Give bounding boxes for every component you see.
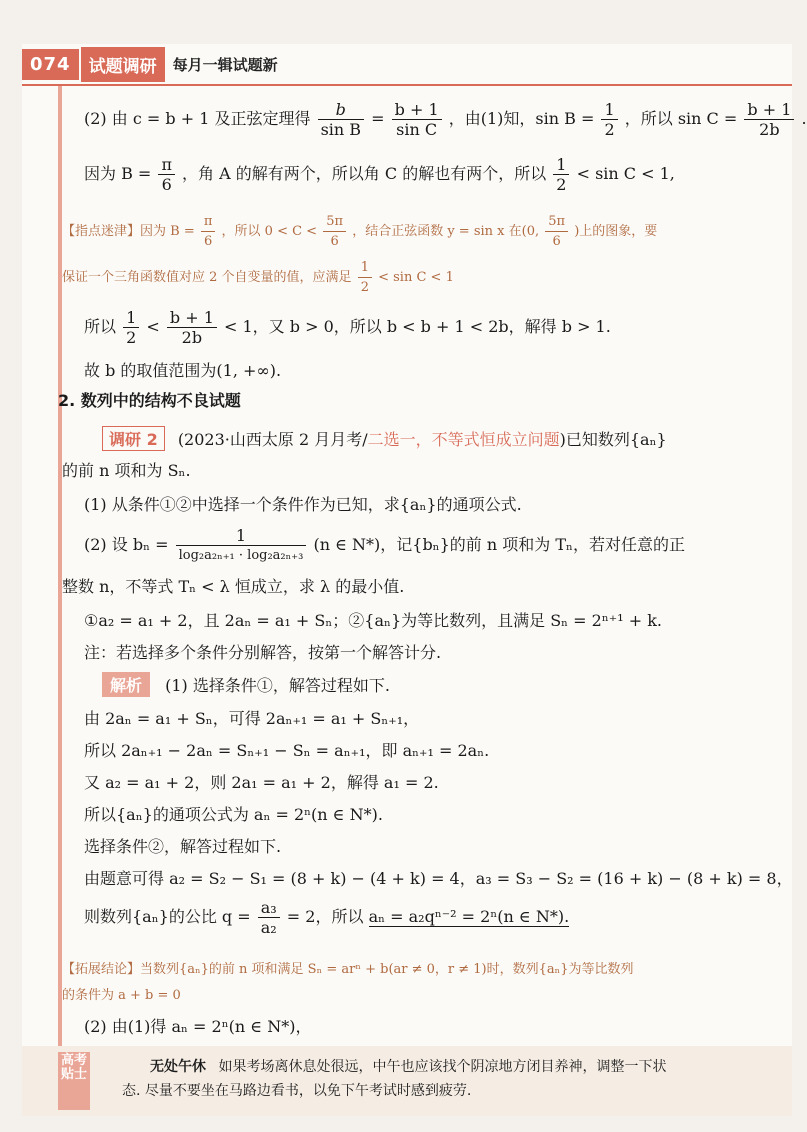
hint-note-1: 【指点迷津】因为 B = $\frac{\pi}{6}$ ，所以 0 < C < $\frac{5\pi}{6}$ ，结合正弦函数 y = sin x 在(0, $\frac{5\pi}{6}$ )上的图象，要: [62, 214, 658, 249]
analysis-line-5: 所以{aₙ}的通项公式为 aₙ = 2ⁿ(n ∈ N*).: [84, 805, 383, 824]
fraction-b1-over-sinC: $\frac{b + 1}{\text{sin C}}$: [392, 100, 442, 139]
question-line-1: 调研 2 (2023·山西太原 2 月月考/二选一，不等式恒成立问题)已知数列{aₙ}: [102, 426, 667, 451]
page-header: [22, 44, 278, 84]
question-tag: 调研 2: [102, 426, 165, 451]
footer-line-1: 无处午休 如果考场离休息处很远，中午也应该找个阴凉地方闭目养神，调整一下状: [150, 1059, 667, 1075]
solution-line-4: 故 b 的取值范围为(1, +∞).: [84, 361, 282, 380]
section-title: 2. 数列中的结构不良试题: [58, 391, 241, 410]
header-rule: [22, 84, 792, 86]
solution-line-2: 因为 B = $\frac{\pi}{6}$ ，角 A 的解有两个，所以角 C 的解也有两个，所以 $\frac{1}{2}$ < sin C < 1,: [84, 155, 675, 194]
analysis-line-3: 所以 2aₙ₊₁ − 2aₙ = Sₙ₊₁ − Sₙ = aₙ₊₁，即 aₙ₊₁ = 2aₙ.: [84, 741, 490, 760]
fraction-half: $\frac{1}{2}$: [601, 100, 617, 139]
analysis-line-7: 由题意可得 a₂ = S₂ − S₁ = (8 + k) − (4 + k) = 4，a₃ = S₃ − S₂ = (16 + k) − (8 + k) = 8，: [84, 869, 793, 888]
question-part-2: (2) 设 bₙ = $\frac{1}{\text{log₂a₂ₙ₊₁ · log₂a₂ₙ₊₃}}$ (n ∈ N*)，记{bₙ}的前 n 项和为 Tₙ，若对任意的正: [84, 526, 685, 563]
question-line-2: 的前 n 项和为 Sₙ.: [62, 461, 191, 480]
fraction-b1-over-2b: $\frac{b + 1}{2b}$: [744, 100, 794, 139]
solution-line-1: (2) 由 c = b + 1 及正弦定理得 $\frac{b}{\text{sin B}}$ = $\frac{b + 1}{\text{sin C}}$ ，由(1)知，sin B = $\frac{1}{2}$ ，所以 sin C = $\frac{b + 1}{2b}$ .: [84, 100, 807, 139]
footer-badge: 高考贴士: [58, 1052, 90, 1110]
question-part-1: (1) 从条件①②中选择一个条件作为已知，求{aₙ}的通项公式.: [84, 495, 522, 514]
solution-line-3: 所以 $\frac{1}{2}$ < $\frac{b + 1}{2b}$ < 1，又 b > 0，所以 b < b + 1 < 2b，解得 b > 1.: [84, 308, 611, 347]
fraction-pi-over-6: $\frac{\pi}{6}$: [158, 155, 175, 194]
extension-note-2: 的条件为 a + b = 0: [62, 988, 181, 1003]
note-line: 注：若选择多个条件分别解答，按第一个解答计分.: [84, 643, 442, 662]
analysis-line-6: 选择条件②，解答过程如下.: [84, 837, 282, 856]
footer-line-2: 态. 尽量不要坐在马路边看书，以免下午考试时感到疲劳.: [122, 1083, 472, 1099]
page-number: 074: [22, 49, 79, 80]
conditions: ①a₂ = a₁ + 2，且 2aₙ = a₁ + Sₙ；②{aₙ}为等比数列，且满足 Sₙ = 2ⁿ⁺¹ + k.: [84, 611, 662, 630]
analysis-line-4: 又 a₂ = a₁ + 2，则 2a₁ = a₁ + 2，解得 a₁ = 2.: [84, 773, 439, 792]
fraction-half: $\frac{1}{2}$: [553, 155, 569, 194]
fraction-b-over-sinB: $\frac{b}{\text{sin B}}$: [318, 100, 364, 139]
hint-note-2: 保证一个三角函数值对应 2 个自变量的值，应满足 $\frac{1}{2}$ < sin C < 1: [62, 260, 454, 295]
question-part-2-cont: 整数 n，不等式 Tₙ < λ 恒成立，求 λ 的最小值.: [62, 577, 405, 596]
header-subtitle: 每月一辑试题新: [172, 55, 278, 74]
analysis-line-1: 解析 (1) 选择条件①，解答过程如下.: [102, 672, 390, 697]
extension-note-1: 【拓展结论】当数列{aₙ}的前 n 项和满足 Sₙ = arⁿ + b(ar ≠ 0，r ≠ 1)时，数列{aₙ}为等比数列: [62, 962, 634, 977]
analysis-line-9: (2) 由(1)得 aₙ = 2ⁿ(n ∈ N*)，: [84, 1017, 312, 1036]
analysis-tag: 解析: [102, 672, 150, 697]
analysis-line-8: 则数列{aₙ}的公比 q = $\frac{\text{a₃}}{\text{a₂}}$ = 2，所以 aₙ = a₂qⁿ⁻² = 2ⁿ(n ∈ N*).: [84, 898, 570, 937]
analysis-line-2: 由 2aₙ = a₁ + Sₙ，可得 2aₙ₊₁ = a₁ + Sₙ₊₁，: [84, 709, 420, 728]
brand-label: 试题调研: [81, 47, 165, 82]
fraction-bn: $\frac{1}{\text{log₂a₂ₙ₊₁ · log₂a₂ₙ₊₃}}$: [176, 526, 307, 565]
